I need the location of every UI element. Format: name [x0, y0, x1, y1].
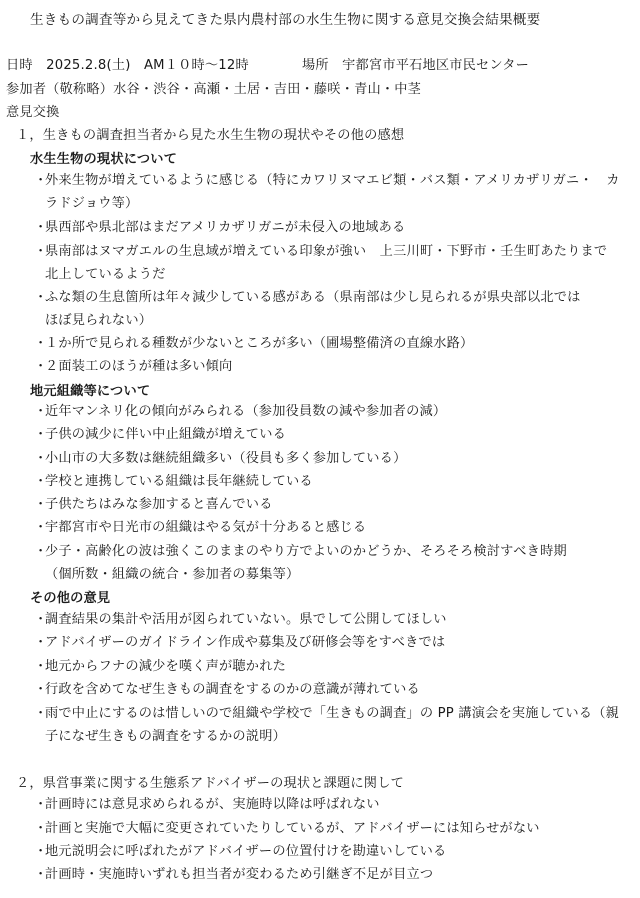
bullet: ・	[34, 220, 48, 235]
list-item	[34, 493, 620, 516]
list-item	[34, 216, 620, 239]
item-text: 計画と実施で大幅に変更されていたりしているが、アドバイザーには知らせがない	[45, 821, 540, 836]
document-title: 生きもの調査等から見えてきた県内農村部の水生生物に関する意見交換会結果概要	[30, 12, 541, 28]
group-heading: 水生生物の現状について	[30, 152, 177, 167]
item-text: 子になぜ生きもの調査をするかの説明）	[45, 729, 286, 744]
item-text: 県南部はヌマガエルの生息域が増えている印象が強い 上三川町・下野市・壬生町あたりまで	[45, 244, 608, 259]
list-item	[34, 655, 620, 678]
list-item	[34, 817, 620, 840]
item-text: 学校と連携している組織は長年継続している	[45, 474, 313, 489]
item-text: 近年マンネリ化の傾向がみられる（参加役員数の減や参加者の減）	[45, 404, 447, 419]
list-item	[34, 702, 620, 748]
bullet: ・	[34, 682, 48, 697]
list-item	[34, 793, 620, 816]
list-item	[34, 540, 620, 586]
item-text: 県西部や県北部はまだアメリカザリガニが未侵入の地域ある	[45, 220, 406, 235]
item-text: 外来生物が増えているように感じる（特にカワリヌマエビ類・バス類・アメリカザリガニ・ カ	[45, 173, 620, 188]
item-text: 小山市の大多数は継続組織多い（役員も多く参加している）	[45, 451, 407, 466]
bullet: ・	[34, 497, 48, 512]
bullet: ・	[34, 336, 48, 351]
list-item	[34, 470, 620, 493]
item-text: 雨で中止にするのは惜しいので組織や学校で「生きもの調査」の PP 講演会を実施している（親	[45, 706, 619, 721]
list-item	[34, 840, 620, 863]
item-text: 少子・高齢化の波は強くこのままのやり方でよいのかどうか、そろそろ検討すべき時期	[45, 544, 567, 559]
item-text: ２面装工のほうが種は多い傾向	[45, 359, 233, 374]
bullet: ・	[34, 173, 48, 188]
bullet: ・	[34, 659, 48, 674]
bullet: ・	[34, 706, 48, 721]
bullet: ・	[34, 544, 48, 559]
list-item	[34, 286, 620, 332]
bullet: ・	[34, 244, 48, 259]
bullet: ・	[34, 474, 48, 489]
bullet: ・	[34, 451, 48, 466]
list-item	[34, 240, 620, 286]
meeting-place: 場所 宇都宮市平石地区市民センター	[302, 58, 530, 73]
item-text: アドバイザーのガイドライン作成や募集及び研修会等をすべきでは	[45, 635, 446, 650]
item-text: 地元説明会に呼ばれたがアドバイザーの位置付けを勘違いしている	[45, 844, 447, 859]
meeting-participants: 参加者（敬称略）水谷・渋谷・高瀬・土居・吉田・藤咲・青山・中茎	[6, 82, 422, 97]
bullet: ・	[34, 844, 48, 859]
item-text: ほぼ見られない）	[45, 313, 153, 328]
bullet: ・	[34, 404, 48, 419]
list-item	[34, 516, 620, 539]
list-item	[34, 447, 620, 470]
item-text: （個所数・組織の統合・参加者の募集等）	[45, 567, 300, 582]
meeting-datetime: 日時 2025.2.8(土) AM１０時〜12時	[6, 58, 249, 73]
bullet: ・	[34, 520, 48, 535]
bullet: ・	[34, 635, 48, 650]
item-text: 調査結果の集計や活用が図られていない。県でして公開してほしい	[45, 612, 447, 627]
item-text: 子供たちはみな参加すると喜んでいる	[45, 497, 273, 512]
item-text: 行政を含めてなぜ生きもの調査をするのかの意識が薄れている	[45, 682, 420, 697]
list-item	[34, 423, 620, 446]
bullet: ・	[34, 359, 48, 374]
list-item	[34, 631, 620, 654]
item-text: ラドジョウ等）	[45, 196, 139, 211]
group-heading: その他の意見	[30, 591, 111, 606]
item-text: 宇都宮市や日光市の組織はやる気が十分あると感じる	[45, 520, 367, 535]
list-item	[34, 332, 620, 355]
item-text: 北上しているようだ	[45, 267, 166, 282]
bullet: ・	[34, 867, 48, 882]
list-item	[34, 355, 620, 378]
item-text: 子供の減少に伴い中止組織が増えている	[45, 427, 286, 442]
bullet: ・	[34, 612, 48, 627]
group-heading: 地元組織等について	[30, 384, 151, 399]
bullet: ・	[34, 797, 48, 812]
bullet: ・	[34, 290, 48, 305]
list-item	[34, 863, 620, 886]
item-text: ふな類の生息箇所は年々減少している感がある（県南部は少し見られるが県央部以北では	[45, 290, 581, 305]
item-text: 地元からフナの減少を嘆く声が聴かれた	[45, 659, 286, 674]
list-item	[34, 678, 620, 701]
list-item	[34, 608, 620, 631]
bullet: ・	[34, 821, 48, 836]
section1-heading: １，生きもの調査担当者から見た水生生物の現状やその他の感想	[16, 128, 405, 143]
list-item	[34, 400, 620, 423]
item-text: 計画時には意見求められるが、実施時以降は呼ばれない	[45, 797, 380, 812]
list-item	[34, 169, 620, 215]
item-text: １か所で見られる種数が少ないところが多い（圃場整備済の直線水路）	[45, 336, 474, 351]
section2-heading: ２，県営事業に関する生態系アドバイザーの現状と課題に関して	[16, 776, 404, 791]
bullet: ・	[34, 427, 48, 442]
item-text: 計画時・実施時いずれも担当者が変わるため引継ぎ不足が目立つ	[45, 867, 434, 882]
exchange-heading: 意見交換	[6, 105, 60, 120]
